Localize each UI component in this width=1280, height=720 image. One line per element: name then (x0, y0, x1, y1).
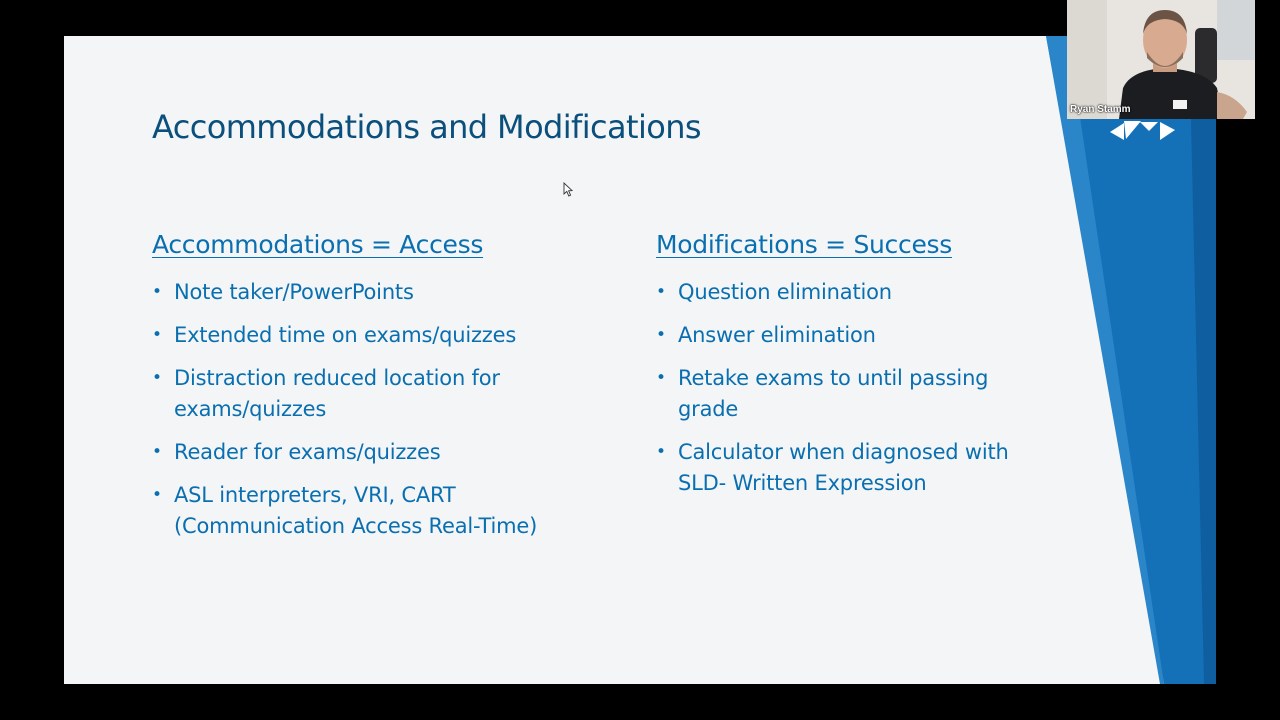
presentation-slide (64, 36, 1216, 684)
list-item-text: Reader for exams/quizzes (174, 440, 441, 464)
list-item (656, 437, 1046, 499)
list-item-text: Answer elimination (678, 323, 876, 347)
list-item (152, 363, 542, 425)
list-item-text: Retake exams to until passing grade (678, 366, 989, 421)
modifications-list (656, 277, 1046, 499)
list-item-text: Question elimination (678, 280, 892, 304)
accommodations-column (152, 230, 542, 554)
bullet-icon: • (152, 368, 162, 388)
bullet-icon: • (152, 325, 162, 345)
list-item-text: Calculator when diagnosed with SLD- Written Expression (678, 440, 1009, 495)
list-item (152, 480, 542, 542)
bullet-icon: • (152, 442, 162, 462)
bullet-icon: • (152, 282, 162, 302)
list-item (152, 320, 542, 351)
list-item-text: ASL interpreters, VRI, CART (Communication Access Real-Time) (174, 483, 538, 538)
list-item (656, 320, 1046, 351)
list-item (656, 277, 1046, 308)
list-item (656, 363, 1046, 425)
modifications-column (656, 230, 1046, 511)
mouse-pointer-icon (563, 182, 573, 197)
list-item-text: Note taker/PowerPoints (174, 280, 414, 304)
bullet-icon: • (656, 282, 666, 302)
slide-title: Accommodations and Modifications (152, 108, 701, 146)
participant-video-tile[interactable] (1067, 0, 1255, 119)
list-item (152, 277, 542, 308)
participant-name-label: Ryan Stamm (1070, 104, 1131, 115)
participant-video-feed (1067, 0, 1255, 119)
bullet-icon: • (656, 442, 666, 462)
list-item (152, 437, 542, 468)
bullet-icon: • (656, 325, 666, 345)
accommodations-list (152, 277, 542, 542)
bullet-icon: • (152, 485, 162, 505)
list-item-text: Distraction reduced location for exams/quizzes (174, 366, 500, 421)
bullet-icon: • (656, 368, 666, 388)
modifications-heading: Modifications = Success (656, 230, 952, 259)
list-item-text: Extended time on exams/quizzes (174, 323, 517, 347)
accommodations-heading: Accommodations = Access (152, 230, 484, 259)
